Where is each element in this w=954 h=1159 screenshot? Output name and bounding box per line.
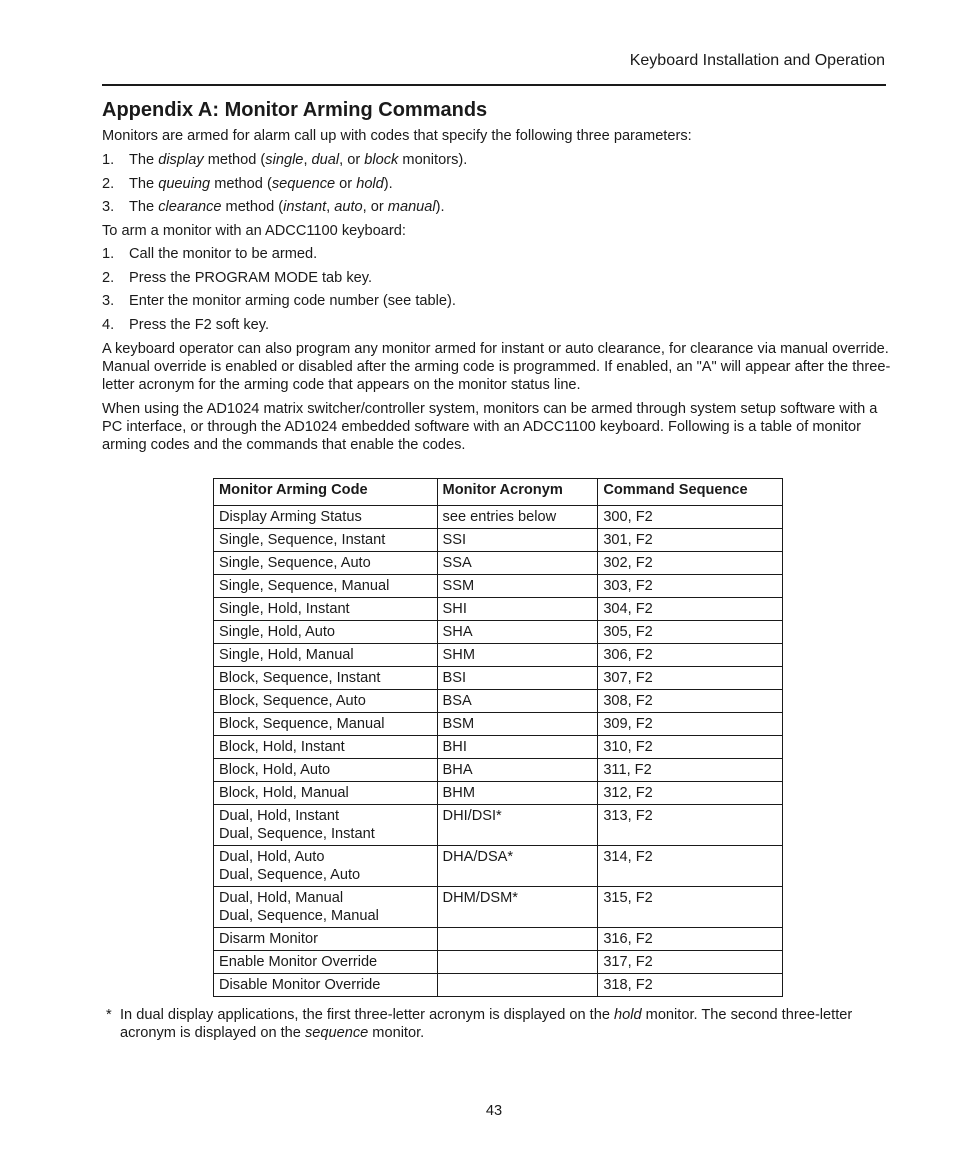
- cell-arming-code: [214, 974, 438, 997]
- cell-command: 315, F2: [598, 887, 783, 928]
- arming-code-line: Disarm Monitor: [219, 931, 318, 947]
- footnote-marker: *: [106, 1007, 112, 1023]
- list-number: 1.: [102, 246, 115, 262]
- list-text: The display method (single, dual, or block monitors).: [129, 152, 468, 168]
- table-row: [214, 529, 783, 552]
- cell-acronym: DHM/DSM*: [437, 887, 598, 928]
- cell-acronym: BHI: [437, 736, 598, 759]
- cell-arming-code: [214, 690, 438, 713]
- step-item: [102, 292, 892, 316]
- cell-acronym: BSI: [437, 667, 598, 690]
- header-rule: [102, 84, 886, 86]
- cell-command: 307, F2: [598, 667, 783, 690]
- arming-code-line: Dual, Sequence, Manual: [219, 908, 379, 924]
- table-row: [214, 846, 783, 887]
- cell-command: 302, F2: [598, 552, 783, 575]
- parameter-list: [102, 151, 892, 222]
- arming-code-line: Dual, Sequence, Auto: [219, 867, 361, 883]
- table-row: [214, 506, 783, 529]
- table-row: [214, 598, 783, 621]
- cell-acronym: SHA: [437, 621, 598, 644]
- table-row: [214, 690, 783, 713]
- arming-code-line: Block, Sequence, Manual: [219, 716, 385, 732]
- table-row: [214, 736, 783, 759]
- step-item: [102, 245, 892, 269]
- table-row: [214, 644, 783, 667]
- cell-command: 314, F2: [598, 846, 783, 887]
- steps-list: [102, 245, 892, 340]
- table-row: [214, 713, 783, 736]
- table-row: [214, 974, 783, 997]
- footnote-text: In dual display applications, the first three-letter acronym is displayed on the hold monitor. The second three-letter acronym is displayed on the sequence monitor.: [120, 1007, 853, 1041]
- table-row: [214, 575, 783, 598]
- list-text: The clearance method (instant, auto, or manual).: [129, 199, 445, 216]
- arming-code-line: Dual, Hold, Instant: [219, 808, 340, 824]
- cell-command: 303, F2: [598, 575, 783, 598]
- column-header-code: Monitor Arming Code: [214, 479, 438, 506]
- step-item: [102, 269, 892, 293]
- arming-code-line: Single, Sequence, Auto: [219, 555, 371, 571]
- override-paragraph: A keyboard operator can also program any monitor armed for instant or auto clearance, for clearance via manual override. Manual override is enabled or disabled after the arming code is programmed. If enabled, an "A" will appear after the three-letter acronym for the arming code that appears on the monitor status line.: [102, 341, 891, 393]
- cell-command: 310, F2: [598, 736, 783, 759]
- cell-arming-code: [214, 644, 438, 667]
- column-header-acronym: Monitor Acronym: [437, 479, 598, 506]
- cell-command: 308, F2: [598, 690, 783, 713]
- cell-arming-code: [214, 846, 438, 887]
- table-row: [214, 951, 783, 974]
- cell-command: 305, F2: [598, 621, 783, 644]
- list-text: Enter the monitor arming code number (see table).: [129, 293, 456, 310]
- cell-command: 301, F2: [598, 529, 783, 552]
- cell-arming-code: [214, 887, 438, 928]
- cell-arming-code: [214, 667, 438, 690]
- table-row: [214, 552, 783, 575]
- cell-command: 300, F2: [598, 506, 783, 529]
- cell-acronym: [437, 928, 598, 951]
- arming-code-line: Dual, Sequence, Instant: [219, 826, 375, 842]
- table-row: [214, 805, 783, 846]
- cell-acronym: [437, 974, 598, 997]
- cell-arming-code: [214, 552, 438, 575]
- table-row: [214, 928, 783, 951]
- arming-code-line: Block, Sequence, Auto: [219, 693, 366, 709]
- arming-code-line: Block, Hold, Instant: [219, 739, 345, 755]
- system-paragraph: When using the AD1024 matrix switcher/controller system, monitors can be armed through system setup software with a PC interface, or through the AD1024 embedded software with an ADCC1100 keyboard. Following is a table of monitor arming codes and the commands that enable the codes.: [102, 401, 878, 453]
- arming-code-line: Single, Hold, Auto: [219, 624, 336, 640]
- list-text: Press the PROGRAM MODE tab key.: [129, 269, 373, 286]
- cell-acronym: SSM: [437, 575, 598, 598]
- parameter-item-display: [102, 151, 892, 175]
- cell-acronym: [437, 951, 598, 974]
- cell-arming-code: [214, 928, 438, 951]
- cell-arming-code: [214, 951, 438, 974]
- cell-acronym: SSA: [437, 552, 598, 575]
- cell-command: 304, F2: [598, 598, 783, 621]
- cell-acronym: BSM: [437, 713, 598, 736]
- cell-arming-code: [214, 736, 438, 759]
- arming-code-line: Single, Sequence, Manual: [219, 578, 390, 594]
- page-title: Appendix A: Monitor Arming Commands: [102, 99, 488, 121]
- cell-arming-code: [214, 782, 438, 805]
- cell-command: 317, F2: [598, 951, 783, 974]
- arming-code-line: Disable Monitor Override: [219, 977, 381, 993]
- page-number: 43: [485, 1103, 503, 1119]
- arming-code-line: Single, Hold, Instant: [219, 601, 350, 617]
- cell-acronym: DHA/DSA*: [437, 846, 598, 887]
- cell-acronym: SHM: [437, 644, 598, 667]
- arming-code-line: Dual, Hold, Manual: [219, 890, 344, 906]
- cell-acronym: DHI/DSI*: [437, 805, 598, 846]
- cell-acronym: BHA: [437, 759, 598, 782]
- column-header-command: Command Sequence: [598, 479, 783, 506]
- step-item: [102, 316, 892, 340]
- table-body: [214, 506, 783, 997]
- cell-arming-code: [214, 529, 438, 552]
- cell-command: 313, F2: [598, 805, 783, 846]
- cell-acronym: SHI: [437, 598, 598, 621]
- list-number: 3.: [102, 293, 115, 310]
- cell-arming-code: [214, 759, 438, 782]
- arming-code-line: Enable Monitor Override: [219, 954, 378, 970]
- arming-code-line: Dual, Hold, Auto: [219, 849, 325, 865]
- cell-command: 318, F2: [598, 974, 783, 997]
- arming-code-line: Block, Hold, Auto: [219, 762, 331, 778]
- cell-arming-code: [214, 506, 438, 529]
- arming-code-line: Single, Sequence, Instant: [219, 532, 386, 548]
- arming-code-line: Single, Hold, Manual: [219, 647, 354, 663]
- cell-command: 306, F2: [598, 644, 783, 667]
- arming-code-line: Display Arming Status: [219, 509, 362, 525]
- arm-intro-paragraph: To arm a monitor with an ADCC1100 keyboard:: [102, 223, 406, 239]
- list-number: 4.: [102, 317, 115, 334]
- list-text: The queuing method (sequence or hold).: [129, 175, 393, 192]
- list-text: Call the monitor to be armed.: [129, 246, 318, 262]
- intro-paragraph: Monitors are armed for alarm call up with codes that specify the following three parameters:: [102, 128, 692, 144]
- cell-arming-code: [214, 598, 438, 621]
- table-row: [214, 621, 783, 644]
- list-text: Press the F2 soft key.: [129, 317, 270, 334]
- cell-arming-code: [214, 805, 438, 846]
- list-number: 1.: [102, 152, 115, 168]
- list-number: 2.: [102, 175, 115, 192]
- parameter-item-queuing: [102, 175, 892, 199]
- table-row: [214, 667, 783, 690]
- cell-acronym: SSI: [437, 529, 598, 552]
- table-header-row: [214, 479, 783, 506]
- table-row: [214, 759, 783, 782]
- list-number: 2.: [102, 269, 115, 286]
- arming-code-line: Block, Sequence, Instant: [219, 670, 381, 686]
- cell-acronym: BSA: [437, 690, 598, 713]
- cell-arming-code: [214, 621, 438, 644]
- cell-arming-code: [214, 713, 438, 736]
- cell-acronym: see entries below: [437, 506, 598, 529]
- cell-command: 316, F2: [598, 928, 783, 951]
- list-number: 3.: [102, 199, 115, 216]
- running-header: Keyboard Installation and Operation: [629, 52, 885, 69]
- cell-command: 311, F2: [598, 759, 783, 782]
- cell-command: 312, F2: [598, 782, 783, 805]
- table-row: [214, 887, 783, 928]
- cell-command: 309, F2: [598, 713, 783, 736]
- cell-arming-code: [214, 575, 438, 598]
- footnote: [106, 1006, 892, 1042]
- cell-acronym: BHM: [437, 782, 598, 805]
- arming-codes-table: [213, 478, 783, 997]
- parameter-item-clearance: [102, 198, 892, 222]
- arming-code-line: Block, Hold, Manual: [219, 785, 349, 801]
- table-row: [214, 782, 783, 805]
